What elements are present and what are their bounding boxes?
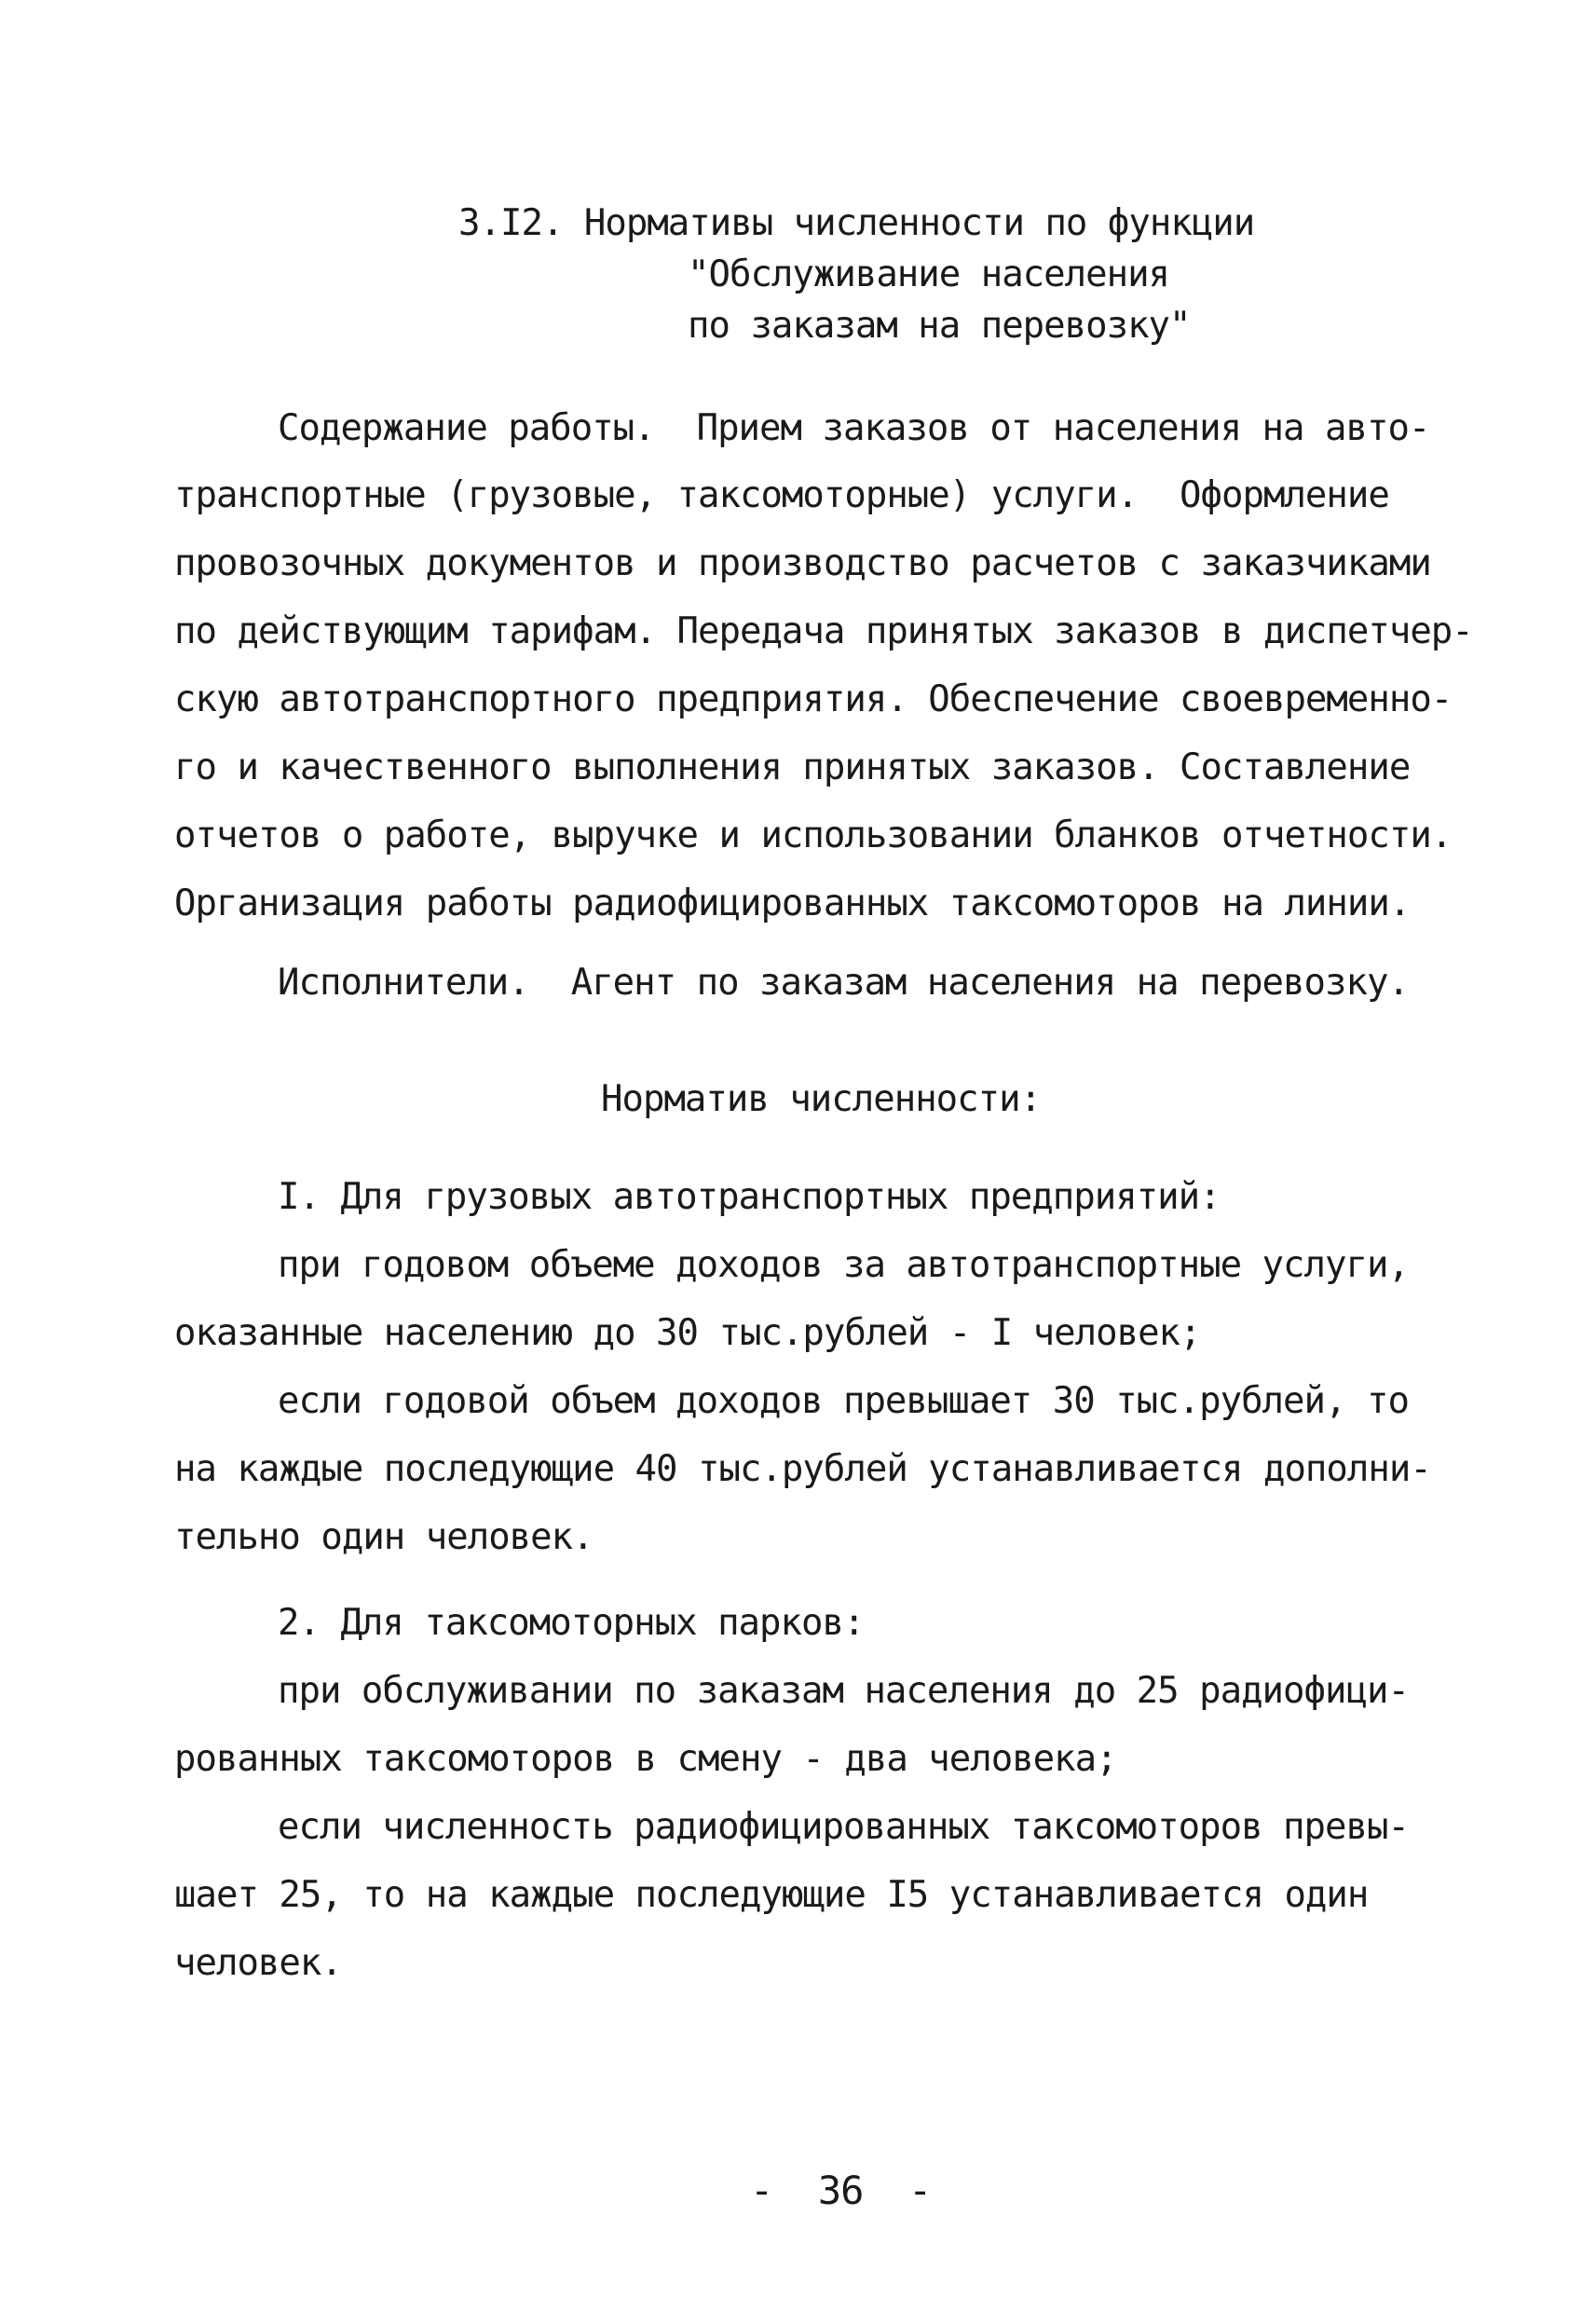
section-2-line: человек. [174,1942,342,1984]
section-1-line: если годовой объем доходов превышает 30 тыс.рублей, то [278,1380,1409,1422]
content-line: по действующим тарифам. Передача принятых заказов в диспетчер- [174,610,1473,652]
section-title-line-3: по заказам на перевозку" [688,305,1191,347]
section-2-line: при обслуживании по заказам населения до 25 радиофици- [278,1670,1409,1712]
page-number: - 36 - [750,2168,932,2213]
content-line: скую автотранспортного предприятия. Обеспечение своевременно- [174,678,1453,720]
section-1-line: при годовом объеме доходов за автотранспортные услуги, [278,1244,1409,1286]
content-line: го и качественного выполнения принятых заказов. Составление [174,746,1411,788]
section-1-line: тельно один человек. [174,1516,593,1558]
section-2-title: 2. Для таксомоторных парков: [278,1602,865,1644]
performers-line: Исполнители. Агент по заказам населения на перевозку. [278,962,1409,1004]
content-line: транспортные (грузовые, таксомоторные) услуги. Оформление [174,474,1389,516]
section-1-line: на каждые последующие 40 тыс.рублей устанавливается дополни- [174,1448,1431,1490]
section-1-title: I. Для грузовых автотранспортных предприятий: [278,1176,1221,1218]
content-line: отчетов о работе, выручке и использовании бланков отчетности. [174,814,1453,856]
section-2-line: если численность радиофицированных таксомоторов превы- [278,1806,1409,1848]
section-title: 3.I2. Нормативы численности по функции [458,202,1255,244]
section-1-line: оказанные населению до 30 тыс.рублей - I человек; [174,1312,1201,1354]
content-line: провозочных документов и производство расчетов с заказчиками [174,542,1431,584]
content-line: Организация работы радиофицированных таксомоторов на линии. [174,882,1411,924]
section-title-line-2: "Обслуживание населения [688,253,1170,295]
norm-heading: Норматив численности: [601,1078,1042,1120]
section-2-line: шает 25, то на каждые последующие I5 устанавливается один [174,1874,1369,1916]
content-line: Содержание работы. Прием заказов от населения на авто- [278,407,1430,449]
section-2-line: рованных таксомоторов в смену - два человека; [174,1738,1117,1780]
